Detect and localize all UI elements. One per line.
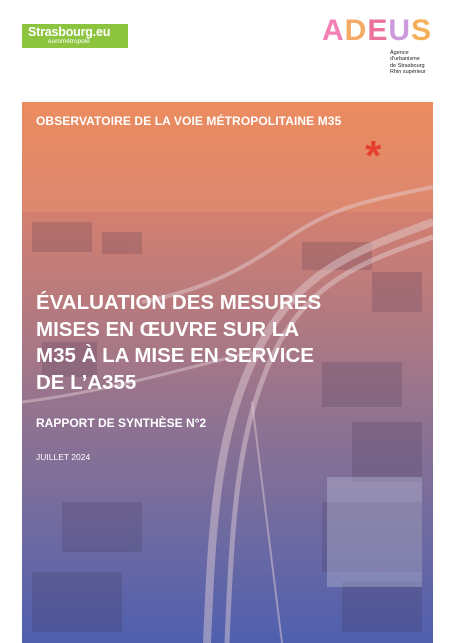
adeus-letter: S xyxy=(411,14,433,47)
strasbourg-eurometropole-logo xyxy=(22,24,128,48)
adeus-letter: D xyxy=(344,14,368,47)
title-line: MISES EN ŒUVRE SUR LA xyxy=(36,317,300,341)
title-line: M35 À LA MISE EN SERVICE xyxy=(36,344,314,367)
report-subtitle: RAPPORT DE SYNTHÈSE N°2 xyxy=(36,416,207,430)
title-line: ÉVALUATION DES MESURES xyxy=(36,291,322,314)
report-date: JUILLET 2024 xyxy=(36,452,91,462)
adeus-wordmark xyxy=(322,14,432,48)
adeus-logo xyxy=(322,14,442,84)
asterisk-icon: * xyxy=(365,132,382,179)
cover-panel xyxy=(22,102,433,643)
strasbourg-logo-name: Strasbourg.eu xyxy=(28,25,111,39)
adeus-letter: A xyxy=(322,14,345,47)
adeus-tagline: Agence d'urbanisme de Strasbourg Rhin supérieur xyxy=(390,50,426,76)
strasbourg-logo-sub: eurométropole xyxy=(48,38,90,45)
observatory-kicker: OBSERVATOIRE DE LA VOIE MÉTROPOLITAINE M35 xyxy=(36,114,342,128)
report-title xyxy=(36,290,426,396)
title-line: DE L’A355 xyxy=(36,370,137,394)
adeus-letter: E xyxy=(367,14,389,47)
adeus-letter: U xyxy=(388,14,412,47)
